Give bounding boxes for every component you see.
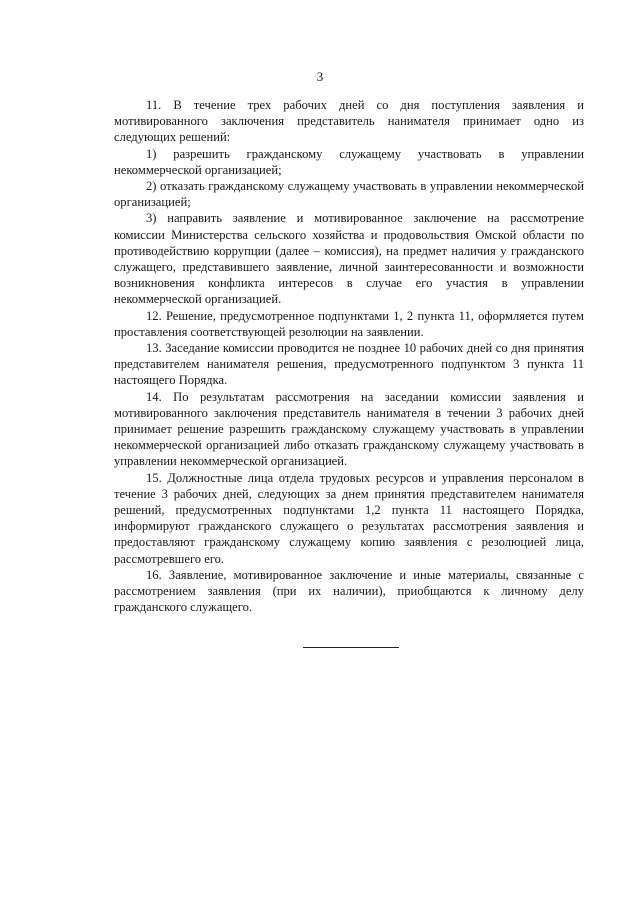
- paragraph-13: 13. Заседание комиссии проводится не позднее 10 рабочих дней со дня принятия представителем нанимателя решения, предусмотренного подпунктом 3 пункта 11 настоящего Порядка.: [114, 341, 584, 388]
- paragraph-11-item-2: 2) отказать гражданскому служащему участвовать в управлении некоммерческой организацией;: [114, 179, 584, 210]
- paragraph-12: 12. Решение, предусмотренное подпунктами 1, 2 пункта 11, оформляется путем проставления соответствующей резолюции на заявлении.: [114, 308, 584, 339]
- document-body: [114, 97, 584, 616]
- paragraph-11-item-1: 1) разрешить гражданскому служащему участвовать в управлении некоммерческой организацией;: [114, 146, 584, 177]
- paragraph-11-item-3: 3) направить заявление и мотивированное заключение на рассмотрение комиссии Министерства сельского хозяйства и продовольствия Омской области по противодействию коррупции (далее – комиссия), на предмет наличия у гражданского служащего, представившего заявление, личной заинтересованности и возможности возникновения конфликта интересов в случае его участия в управлении некоммерческой организацией.: [114, 211, 584, 307]
- end-of-document-rule: [303, 647, 399, 648]
- paragraph-14: 14. По результатам рассмотрения на заседании комиссии заявления и мотивированного заключения представитель нанимателя в течении 3 рабочих дней принимает решение разрешить гражданскому служащему участвовать в управлении некоммерческой организацией либо отказать гражданскому служащему участвовать в управлении некоммерческой организацией.: [114, 389, 584, 469]
- page-number: 3: [316, 69, 324, 84]
- paragraph-15: 15. Должностные лица отдела трудовых ресурсов и управления персоналом в течение 3 рабочих дней, следующих за днем принятия представителем нанимателя решений, предусмотренных подпунктами 1,2 пункта 11 настоящего Порядка, информируют гражданского служащего о результатах рассмотрения заявления и предоставляют гражданскому служащему копию заявления с резолюцией лица, рассмотревшего его.: [114, 470, 584, 566]
- paragraph-16: 16. Заявление, мотивированное заключение и иные материалы, связанные с рассмотрением заявления (при их наличии), приобщаются к личному делу гражданского служащего.: [114, 567, 584, 615]
- paragraph-11: 11. В течение трех рабочих дней со дня поступления заявления и мотивированного заключения представитель нанимателя принимает одно из следующих решений:: [114, 98, 584, 145]
